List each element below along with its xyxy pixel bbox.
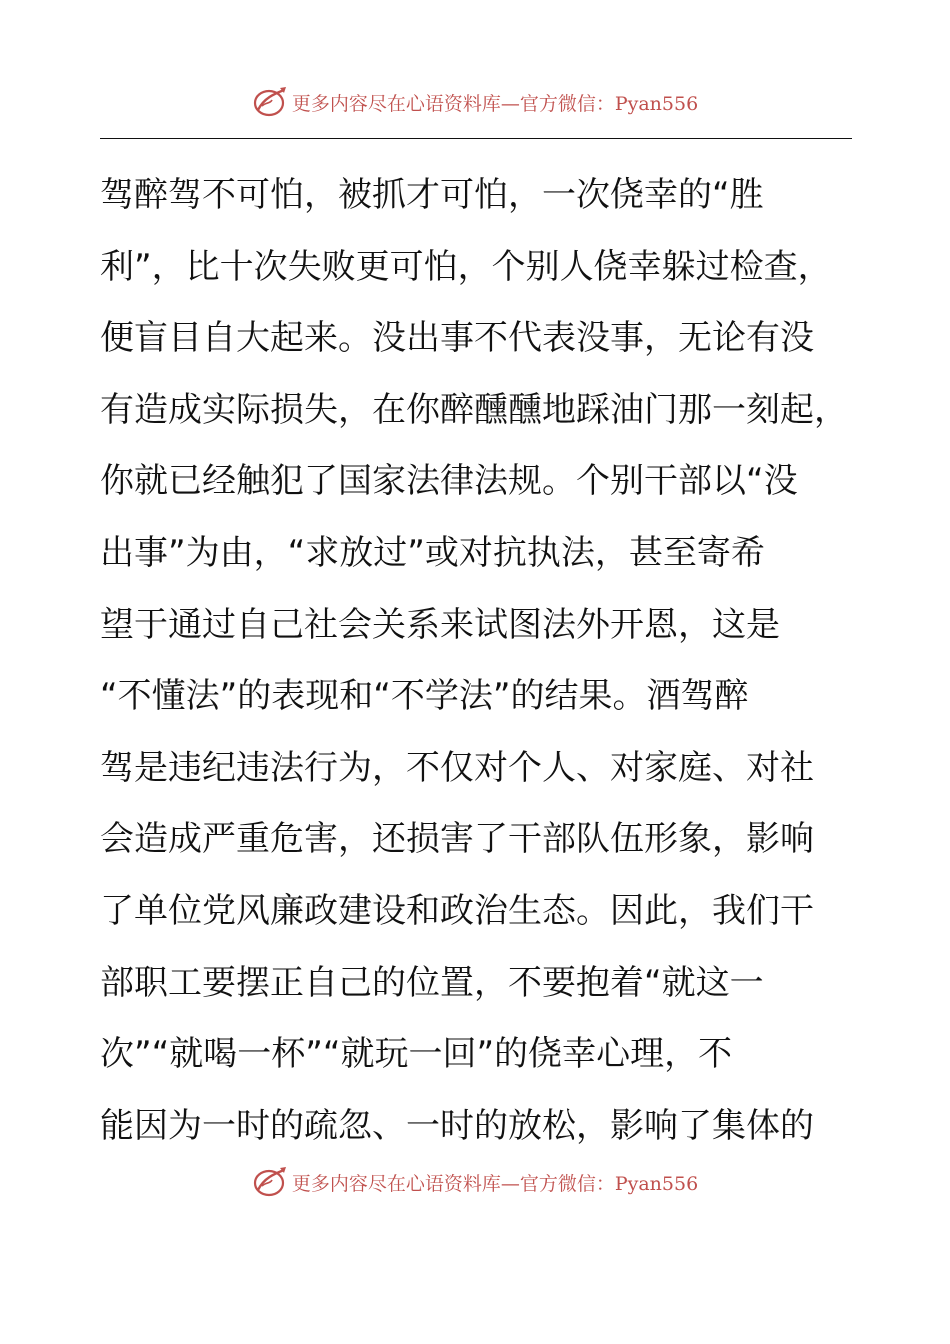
pen-nib-swirl-icon — [252, 1164, 288, 1200]
header-banner-text: 更多内容尽在心语资料库—官方微信：Pyan556 — [291, 92, 699, 115]
body-text — [100, 160, 870, 1162]
text-line: 出事”为由，“求放过”或对抗执法，甚至寄希 — [100, 532, 765, 573]
text-line: 便盲目自大起来。没出事不代表没事，无论有没 — [100, 318, 814, 359]
text-line: 了单位党风廉政建设和政治生态。因此，我们干 — [100, 890, 814, 931]
footer-banner — [0, 1162, 950, 1202]
footer-banner-text: 更多内容尽在心语资料库—官方微信：Pyan556 — [291, 1172, 699, 1195]
text-line: 利”，比十次失败更可怕，个别人侥幸躲过检查， — [100, 246, 832, 287]
text-line: 能因为一时的疏忽、一时的放松，影响了集体的 — [100, 1105, 814, 1146]
text-line: 望于通过自己社会关系来试图法外开恩，这是 — [100, 604, 780, 645]
text-line: 会造成严重危害，还损害了干部队伍形象，影响 — [100, 819, 814, 860]
header-banner — [0, 82, 950, 122]
text-line: 部职工要摆正自己的位置，不要抱着“就这一 — [100, 962, 764, 1003]
header-divider — [100, 138, 852, 139]
text-line: 次”“就喝一杯”“就玩一回”的侥幸心理，不 — [100, 1034, 733, 1075]
text-line: 有造成实际损失，在你醉醺醺地踩油门那一刻起， — [100, 389, 848, 430]
pen-nib-swirl-icon — [252, 84, 288, 120]
text-line: 驾是违纪违法行为，不仅对个人、对家庭、对社 — [100, 747, 814, 788]
text-line: 你就已经触犯了国家法律法规。个别干部以“没 — [100, 461, 798, 502]
text-line: “不懂法”的表现和“不学法”的结果。酒驾醉 — [100, 676, 749, 717]
text-line: 驾醉驾不可怕，被抓才可怕，一次侥幸的“胜 — [100, 175, 764, 215]
